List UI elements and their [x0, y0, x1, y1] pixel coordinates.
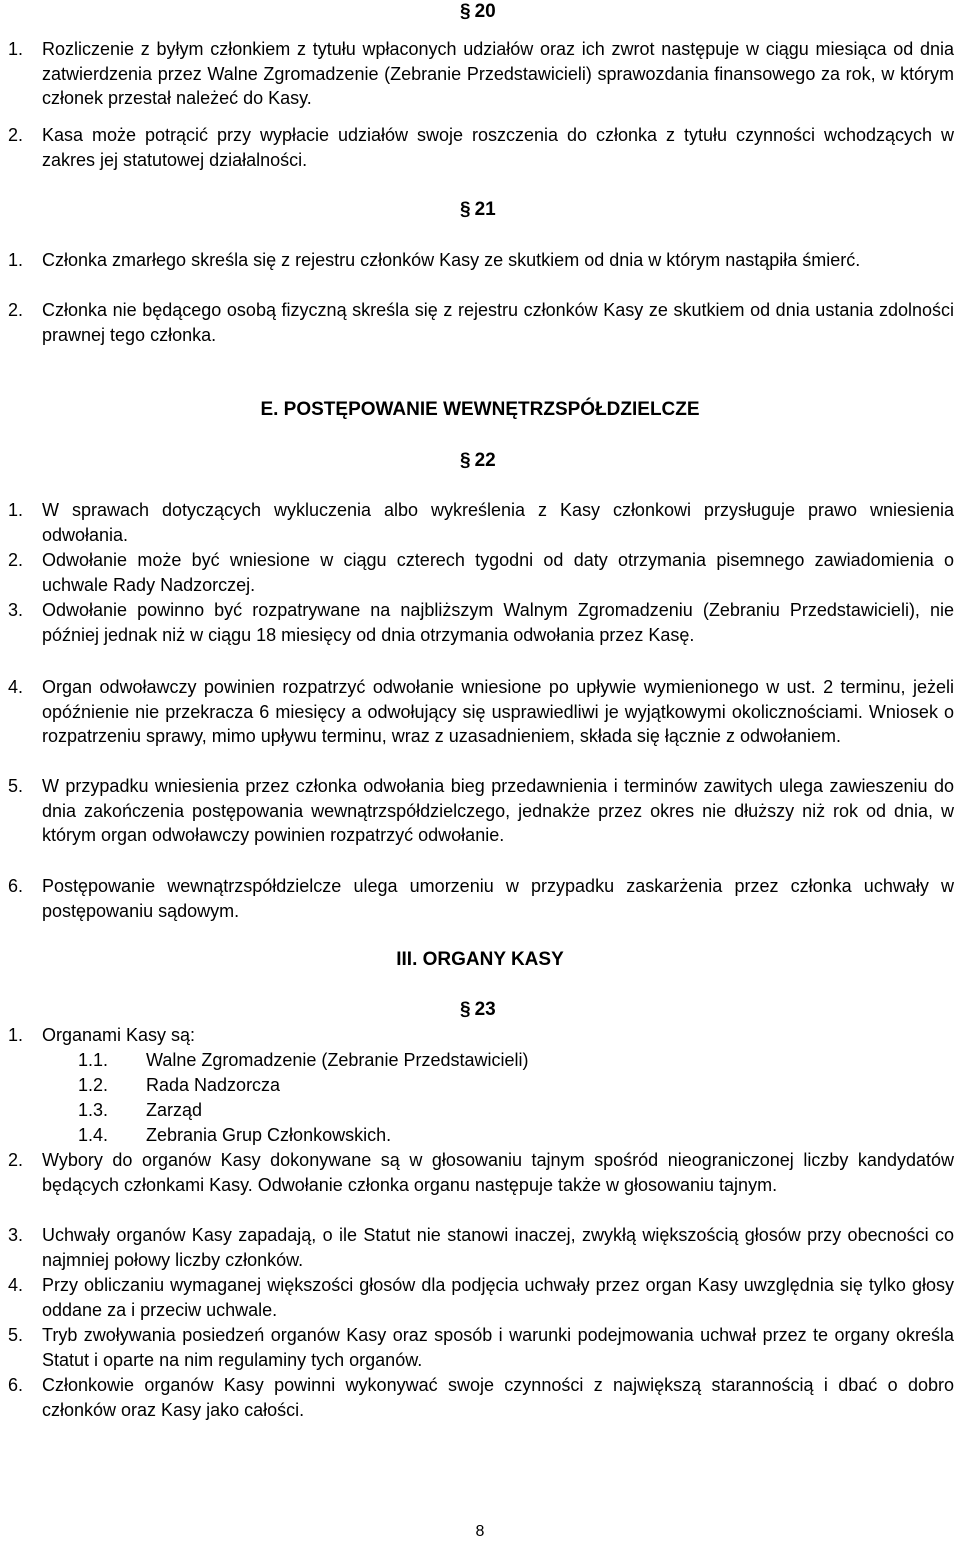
subitem-text: Rada Nadzorcza — [146, 1075, 281, 1095]
paragraph-23-5 — [8, 1323, 954, 1372]
section-heading-22 — [460, 449, 496, 474]
paragraph-22-1 — [8, 498, 954, 547]
paragraph-21-2 — [8, 298, 954, 347]
section-number: 21 — [474, 199, 496, 220]
section-symbol: § — [460, 199, 471, 220]
subitem-number: 1.4. — [78, 1125, 109, 1145]
paragraph-20-1 — [8, 37, 954, 111]
paragraph-number: 3. — [8, 1225, 24, 1245]
page-number: 8 — [475, 1523, 485, 1540]
subitem-number: 1.3. — [78, 1100, 109, 1120]
subitem-text: Walne Zgromadzenie (Zebranie Przedstawicieli) — [146, 1050, 529, 1070]
section-heading-20 — [460, 0, 496, 25]
paragraph-23-3 — [8, 1223, 954, 1272]
paragraph-number: 5. — [8, 1325, 24, 1345]
paragraph-number: 5. — [8, 776, 24, 796]
paragraph-number: 1. — [8, 500, 24, 520]
paragraph-number: 2. — [8, 300, 24, 320]
paragraph-number: 1. — [8, 1025, 24, 1045]
paragraph-text: Tryb zwoływania posiedzeń organów Kasy oraz sposób i warunki podejmowania uchwał przez te organy określa Statut i oparte na nim regulaminy tych organów. — [42, 1325, 954, 1370]
section-symbol: § — [460, 450, 471, 471]
paragraph-22-5 — [8, 774, 954, 848]
paragraph-number: 3. — [8, 600, 24, 620]
subitem-number: 1.2. — [78, 1075, 109, 1095]
section-number: 22 — [474, 450, 496, 471]
paragraph-text: Organ odwoławczy powinien rozpatrzyć odwołanie wniesione po upływie wymienionego w ust. 2 terminu, jeżeli opóźnienie nie przekracza 6 miesięcy a odwołujący się usprawiedliwi je wyjątkowymi okolicznościami. Wniosek o rozpatrzeniu sprawy, mimo upływu terminu, wraz z uzasadnieniem, składa się łącznie z odwołaniem. — [42, 677, 954, 747]
subitem-text: Zarząd — [146, 1100, 203, 1120]
paragraph-20-2 — [8, 123, 954, 172]
subitem-1-3 — [78, 1098, 202, 1123]
paragraph-text: Członka nie będącego osobą fizyczną skreśla się z rejestru członków Kasy ze skutkiem od dnia ustania zdolności prawnej tego członka. — [42, 300, 954, 345]
subitem-1-4 — [78, 1123, 391, 1148]
paragraph-number: 1. — [8, 39, 24, 59]
paragraph-text: Członkowie organów Kasy powinni wykonywać swoje czynności z największą starannością i dbać o dobro członków oraz Kasy jako całości. — [42, 1375, 954, 1420]
paragraph-text: Organami Kasy są: — [42, 1025, 196, 1045]
paragraph-number: 6. — [8, 1375, 24, 1395]
paragraph-text: Członka zmarłego skreśla się z rejestru członków Kasy ze skutkiem od dnia w którym nastąpiła śmierć. — [42, 250, 861, 270]
section-heading-21 — [460, 198, 496, 223]
paragraph-22-3 — [8, 598, 954, 647]
paragraph-number: 4. — [8, 1275, 24, 1295]
paragraph-23-1 — [8, 1023, 954, 1048]
paragraph-text: Rozliczenie z byłym członkiem z tytułu wpłaconych udziałów oraz ich zwrot następuje w ciągu miesiąca od dnia zatwierdzenia przez Walne Zgromadzenie (Zebranie Przedstawicieli) sprawozdania finansowego za rok, w którym członek przestał należeć do Kasy. — [42, 39, 954, 109]
paragraph-number: 6. — [8, 876, 24, 896]
section-number: 20 — [474, 1, 496, 22]
subitem-number: 1.1. — [78, 1050, 109, 1070]
chapter-heading-e: E. POSTĘPOWANIE WEWNĘTRZSPÓŁDZIELCZE — [260, 399, 700, 420]
paragraph-text: Wybory do organów Kasy dokonywane są w głosowaniu tajnym spośród nieograniczonej liczby kandydatów będących członkami Kasy. Odwołanie członka organu następuje także w głosowaniu tajnym. — [42, 1150, 954, 1195]
paragraph-number: 1. — [8, 250, 24, 270]
section-symbol: § — [460, 1, 471, 22]
paragraph-23-4 — [8, 1273, 954, 1322]
paragraph-23-6 — [8, 1373, 954, 1422]
paragraph-text: W sprawach dotyczących wykluczenia albo wykreślenia z Kasy członkowi przysługuje prawo wniesienia odwołania. — [42, 500, 954, 545]
subitem-1-2 — [78, 1073, 280, 1098]
paragraph-text: W przypadku wniesienia przez członka odwołania bieg przedawnienia i terminów zawitych ulega zawieszeniu do dnia zakończenia postępowania wewnątrzspółdzielczego, jednakże przez okres nie dłuższy niż rok od dnia, w którym organ odwoławczy powinien rozpatrzyć odwołanie. — [42, 776, 954, 846]
paragraph-number: 2. — [8, 125, 24, 145]
paragraph-text: Kasa może potrącić przy wypłacie udziałów swoje roszczenia do członka z tytułu czynności wchodzących w zakres jej statutowej działalności. — [42, 125, 954, 170]
paragraph-text: Odwołanie powinno być rozpatrywane na najbliższym Walnym Zgromadzeniu (Zebraniu Przedstawicieli), nie później jednak niż w ciągu 18 miesięcy od dnia otrzymania odwołania przez Kasę. — [42, 600, 954, 645]
section-number: 23 — [474, 999, 496, 1020]
section-heading-23 — [460, 998, 496, 1023]
paragraph-text: Odwołanie może być wniesione w ciągu czterech tygodni od daty otrzymania pisemnego zawiadomienia o uchwale Rady Nadzorczej. — [42, 550, 954, 595]
paragraph-22-2 — [8, 548, 954, 597]
paragraph-text: Przy obliczaniu wymaganej większości głosów dla podjęcia uchwały przez organ Kasy uwzględnia się tylko głosy oddane za i przeciw uchwale. — [42, 1275, 954, 1320]
chapter-heading-iii: III. ORGANY KASY — [396, 949, 564, 970]
paragraph-21-1 — [8, 248, 954, 273]
paragraph-number: 2. — [8, 550, 24, 570]
paragraph-text: Postępowanie wewnątrzspółdzielcze ulega umorzeniu w przypadku zaskarżenia przez członka uchwały w postępowaniu sądowym. — [42, 876, 954, 921]
paragraph-22-4 — [8, 675, 954, 749]
subitem-1-1 — [78, 1048, 528, 1073]
paragraph-text: Uchwały organów Kasy zapadają, o ile Statut nie stanowi inaczej, zwykłą większością głosów przy obecności co najmniej połowy liczby członków. — [42, 1225, 954, 1270]
paragraph-23-2 — [8, 1148, 954, 1197]
paragraph-22-6 — [8, 874, 954, 923]
paragraph-number: 4. — [8, 677, 24, 697]
section-symbol: § — [460, 999, 471, 1020]
paragraph-number: 2. — [8, 1150, 24, 1170]
subitem-text: Zebrania Grup Członkowskich. — [146, 1125, 392, 1145]
